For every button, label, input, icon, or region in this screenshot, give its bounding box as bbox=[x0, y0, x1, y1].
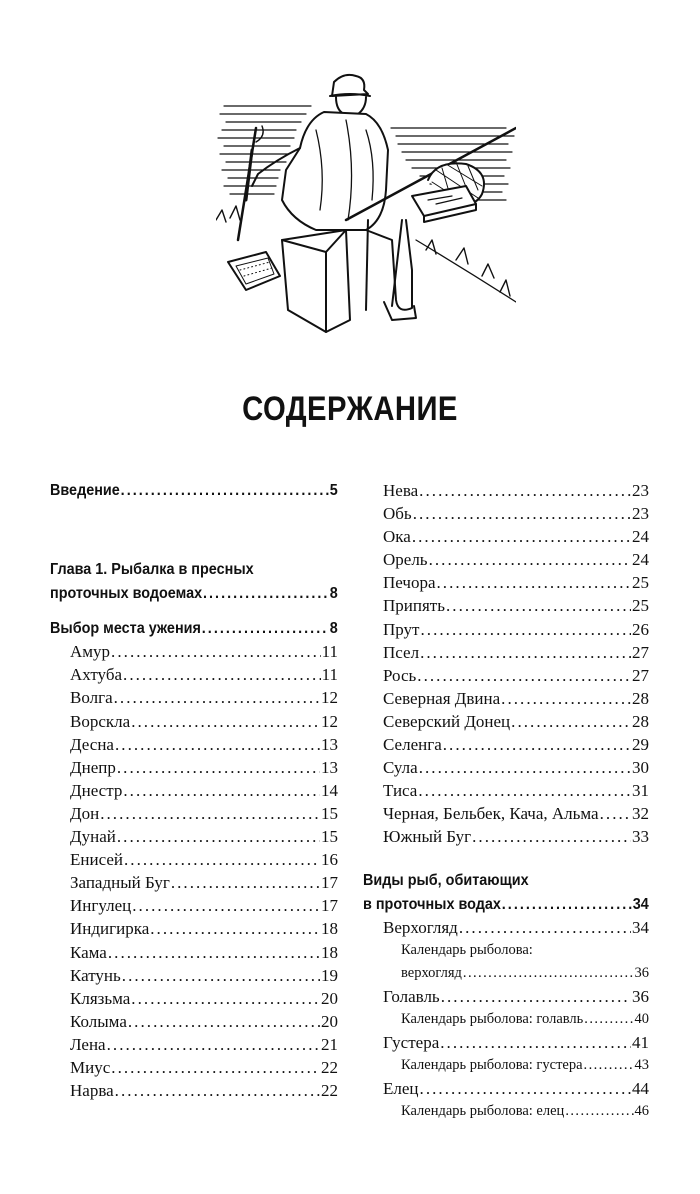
toc-entry[interactable]: Ока . . . 24 bbox=[363, 525, 649, 548]
toc-right-column bbox=[363, 479, 649, 1123]
toc-entry[interactable]: Катунь . . . 19 bbox=[50, 964, 338, 987]
toc-entry[interactable]: Волга . . . 12 bbox=[50, 686, 338, 709]
toc-entry[interactable]: Днепр . . . 13 bbox=[50, 756, 338, 779]
toc-entry[interactable]: Южный Буг . . . 33 bbox=[363, 825, 649, 848]
toc-entry[interactable]: Ингулец . . . 17 bbox=[50, 894, 338, 917]
toc-entry[interactable]: Тиса . . . 31 bbox=[363, 779, 649, 802]
toc-left-column bbox=[50, 479, 338, 1102]
toc-entry[interactable]: Миус . . . 22 bbox=[50, 1056, 338, 1079]
toc-entry[interactable]: Голавль . . . 36 bbox=[363, 985, 649, 1008]
toc-entry[interactable]: Дунай . . . 15 bbox=[50, 825, 338, 848]
toc-entry[interactable]: Индигирка . . . 18 bbox=[50, 917, 338, 940]
toc-entry[interactable]: Лена . . . 21 bbox=[50, 1033, 338, 1056]
toc-entry[interactable]: Черная, Бельбек, Кача, Альма . . . 32 bbox=[363, 802, 649, 825]
toc-entry[interactable]: Амур . . . 11 bbox=[50, 640, 338, 663]
toc-entry-calendar[interactable]: Календарь рыболова: елец . . . 46 bbox=[363, 1100, 649, 1123]
toc-entry[interactable]: Густера . . . 41 bbox=[363, 1031, 649, 1054]
toc-entry[interactable]: Орель . . . 24 bbox=[363, 548, 649, 571]
toc-entry-calendar[interactable]: Календарь рыболова: густера . . . 43 bbox=[363, 1054, 649, 1077]
toc-entry[interactable]: Сула . . . 30 bbox=[363, 756, 649, 779]
toc-entry[interactable]: Енисей . . . 16 bbox=[50, 848, 338, 871]
toc-entry[interactable]: Селенга . . . 29 bbox=[363, 733, 649, 756]
toc-entry[interactable]: Обь . . . 23 bbox=[363, 502, 649, 525]
toc-entry[interactable]: Нарва . . . 22 bbox=[50, 1079, 338, 1102]
toc-entry[interactable]: Северная Двина . . . 28 bbox=[363, 687, 649, 710]
toc-entry[interactable]: Западный Буг . . . 17 bbox=[50, 871, 338, 894]
toc-entry[interactable]: Верхогляд . . . 34 bbox=[363, 916, 649, 939]
toc-entry[interactable]: Припять . . . 25 bbox=[363, 594, 649, 617]
toc-entry[interactable]: Десна . . . 13 bbox=[50, 733, 338, 756]
toc-entry-section-place[interactable]: Выбор места ужения . . . 8 bbox=[50, 617, 338, 640]
toc-entry[interactable]: Ворскла . . . 12 bbox=[50, 710, 338, 733]
toc-river-list-left bbox=[50, 640, 338, 1102]
toc-entry[interactable]: Дон . . . 15 bbox=[50, 802, 338, 825]
toc-entry[interactable]: Колыма . . . 20 bbox=[50, 1010, 338, 1033]
toc-entry[interactable]: Ахтуба . . . 11 bbox=[50, 663, 338, 686]
toc-entry[interactable]: Кама . . . 18 bbox=[50, 941, 338, 964]
toc-entry[interactable]: Нева . . . 23 bbox=[363, 479, 649, 502]
toc-entry[interactable]: Днестр . . . 14 bbox=[50, 779, 338, 802]
toc-entry[interactable]: Прут . . . 26 bbox=[363, 618, 649, 641]
angler-illustration bbox=[216, 70, 516, 338]
toc-calendar-title: Календарь рыболова: bbox=[401, 941, 533, 958]
page-title: СОДЕРЖАНИЕ bbox=[242, 390, 458, 428]
toc-entry[interactable]: Северский Донец . . . 28 bbox=[363, 710, 649, 733]
toc-entry[interactable]: Рось . . . 27 bbox=[363, 664, 649, 687]
toc-entry[interactable]: Псел . . . 27 bbox=[363, 641, 649, 664]
toc-entry-chapter-1[interactable]: проточных водоемах . . . 8 bbox=[50, 582, 338, 605]
toc-entry-calendar[interactable]: верхогляд . . . 36 bbox=[363, 962, 649, 985]
toc-fish-section-title: Виды рыб, обитающих bbox=[363, 871, 529, 889]
toc-river-list-right bbox=[363, 479, 649, 849]
toc-entry[interactable]: Клязьма . . . 20 bbox=[50, 987, 338, 1010]
toc-entry-calendar[interactable]: Календарь рыболова: голавль . . . 40 bbox=[363, 1008, 649, 1031]
toc-chapter-title: Глава 1. Рыбалка в пресных bbox=[50, 561, 254, 579]
toc-entry-fish-section[interactable]: в проточных водах . . . 34 bbox=[363, 893, 649, 916]
toc-entry[interactable]: Печора . . . 25 bbox=[363, 571, 649, 594]
toc-entry-intro[interactable]: Введение . . . 5 bbox=[50, 479, 338, 502]
toc-entry[interactable]: Елец . . . 44 bbox=[363, 1077, 649, 1100]
